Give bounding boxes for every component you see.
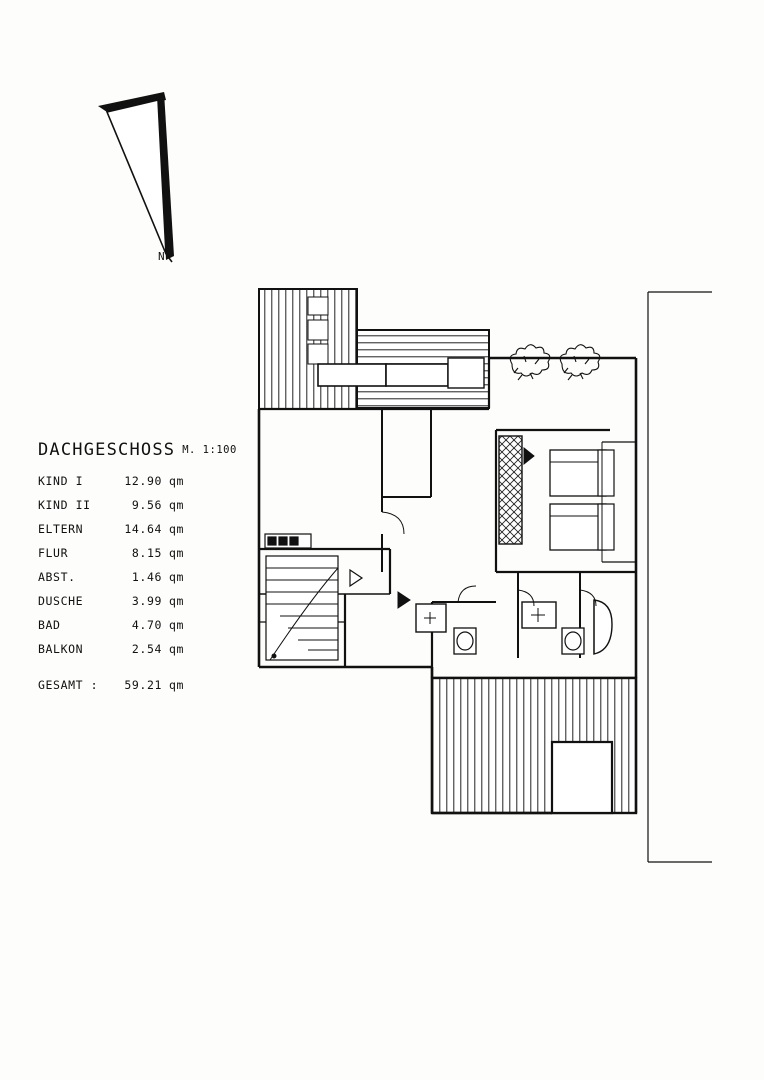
legend-item xyxy=(38,474,238,498)
room-area: 8.15 xyxy=(131,546,162,560)
room-name: ABST. xyxy=(38,570,76,584)
room-unit: qm xyxy=(169,594,185,608)
room-name: FLUR xyxy=(38,546,69,560)
scale-label: M. 1:100 xyxy=(182,444,237,456)
legend-item xyxy=(38,570,238,594)
room-unit: qm xyxy=(169,618,185,632)
legend xyxy=(38,440,238,692)
room-unit: qm xyxy=(169,570,185,584)
legend-rows xyxy=(38,474,238,666)
floor-plan-drawing xyxy=(250,272,750,892)
total-label: GESAMT : xyxy=(38,678,99,692)
room-area: 1.46 xyxy=(131,570,162,584)
legend-item xyxy=(38,618,238,642)
legend-item xyxy=(38,642,238,666)
room-name: BAD xyxy=(38,618,61,632)
room-area: 4.70 xyxy=(131,618,162,632)
room-area: 9.56 xyxy=(131,498,162,512)
room-name: BALKON xyxy=(38,642,84,656)
legend-item xyxy=(38,546,238,570)
legend-total xyxy=(38,678,238,692)
room-area: 2.54 xyxy=(131,642,162,656)
room-name: ELTERN xyxy=(38,522,84,536)
room-name: KIND I xyxy=(38,474,84,488)
room-name: DUSCHE xyxy=(38,594,84,608)
page-title: DACHGESCHOSS xyxy=(38,440,176,460)
room-area: 14.64 xyxy=(124,522,162,536)
total-area: 59.21 xyxy=(124,678,162,692)
room-area: 3.99 xyxy=(131,594,162,608)
room-unit: qm xyxy=(169,474,185,488)
room-area: 12.90 xyxy=(124,474,162,488)
room-name: KIND II xyxy=(38,498,91,512)
north-arrow-icon xyxy=(92,86,202,276)
legend-item xyxy=(38,594,238,618)
north-label: N xyxy=(157,249,165,262)
room-unit: qm xyxy=(169,642,185,656)
legend-item xyxy=(38,498,238,522)
room-unit: qm xyxy=(169,522,185,536)
legend-item xyxy=(38,522,238,546)
room-unit: qm xyxy=(169,498,185,512)
room-unit: qm xyxy=(169,546,185,560)
total-unit: qm xyxy=(169,678,185,692)
